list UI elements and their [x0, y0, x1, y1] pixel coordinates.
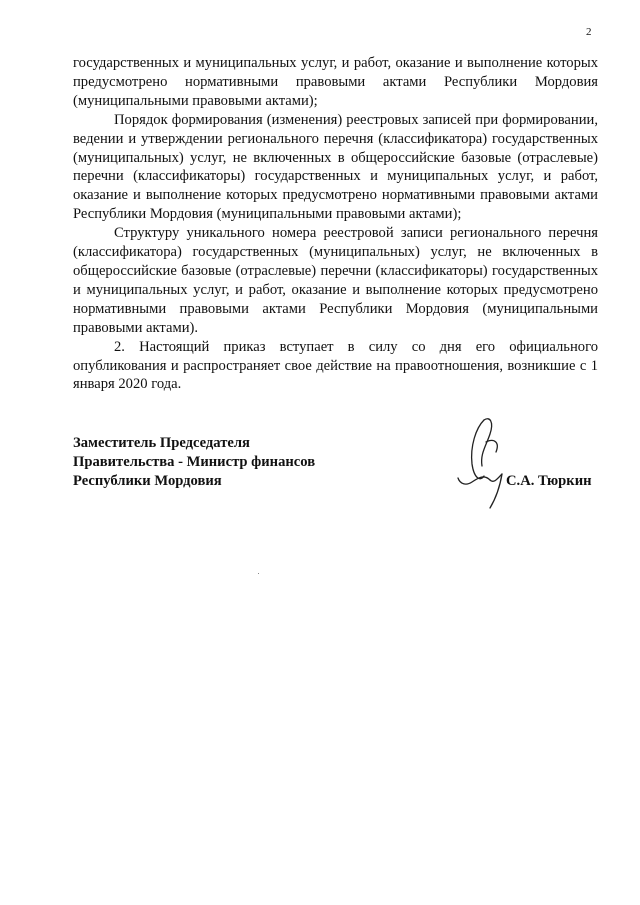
- paragraph-procedure: Порядок формирования (изменения) реестровых записей при формировании, ведении и утверждении регионального перечня (классификатора) государственных (муниципальных) услуг, не включенных в общероссийские базовые (отраслевые) перечни (классификаторы) государственных и муниципальных услуг, и работ, оказание и выполнение которых предусмотрено нормативными правовыми актами Республики Мордовия (муниципальными правовыми актами);: [73, 111, 598, 223]
- paragraph-effective-date: 2. Настоящий приказ вступает в силу со дня его официального опубликования и распространяет свое действие на правоотношения, возникшие с 1 января 2020 года.: [73, 338, 598, 393]
- handwritten-signature: [450, 412, 530, 512]
- paragraph-continuation: государственных и муниципальных услуг, и работ, оказание и выполнение которых предусмотрено нормативными правовыми актами Республики Мордовия (муниципальными правовыми актами);: [73, 55, 598, 109]
- document-body: [73, 54, 598, 394]
- page-number: 2: [586, 26, 592, 38]
- signer-title: [73, 434, 315, 491]
- scan-speck: [258, 573, 259, 574]
- signer-title-line: Заместитель Председателя: [73, 435, 250, 451]
- signer-name: С.А. Тюркин: [506, 473, 592, 489]
- signer-title-line: Правительства - Министр финансов: [73, 453, 316, 470]
- paragraph-structure: Структуру уникального номера реестровой записи регионального перечня (классификатора) государственных (муниципальных) услуг, не включенных в общероссийские базовые (отраслевые) перечни (классификаторы) государственных и муниципальных услуг, и работ, оказание и выполнение которых предусмотрено нормативными правовыми актами Республики Мордовия (муниципальными правовыми актами).: [73, 225, 598, 336]
- signer-title-line: Республики Мордовия: [73, 472, 222, 489]
